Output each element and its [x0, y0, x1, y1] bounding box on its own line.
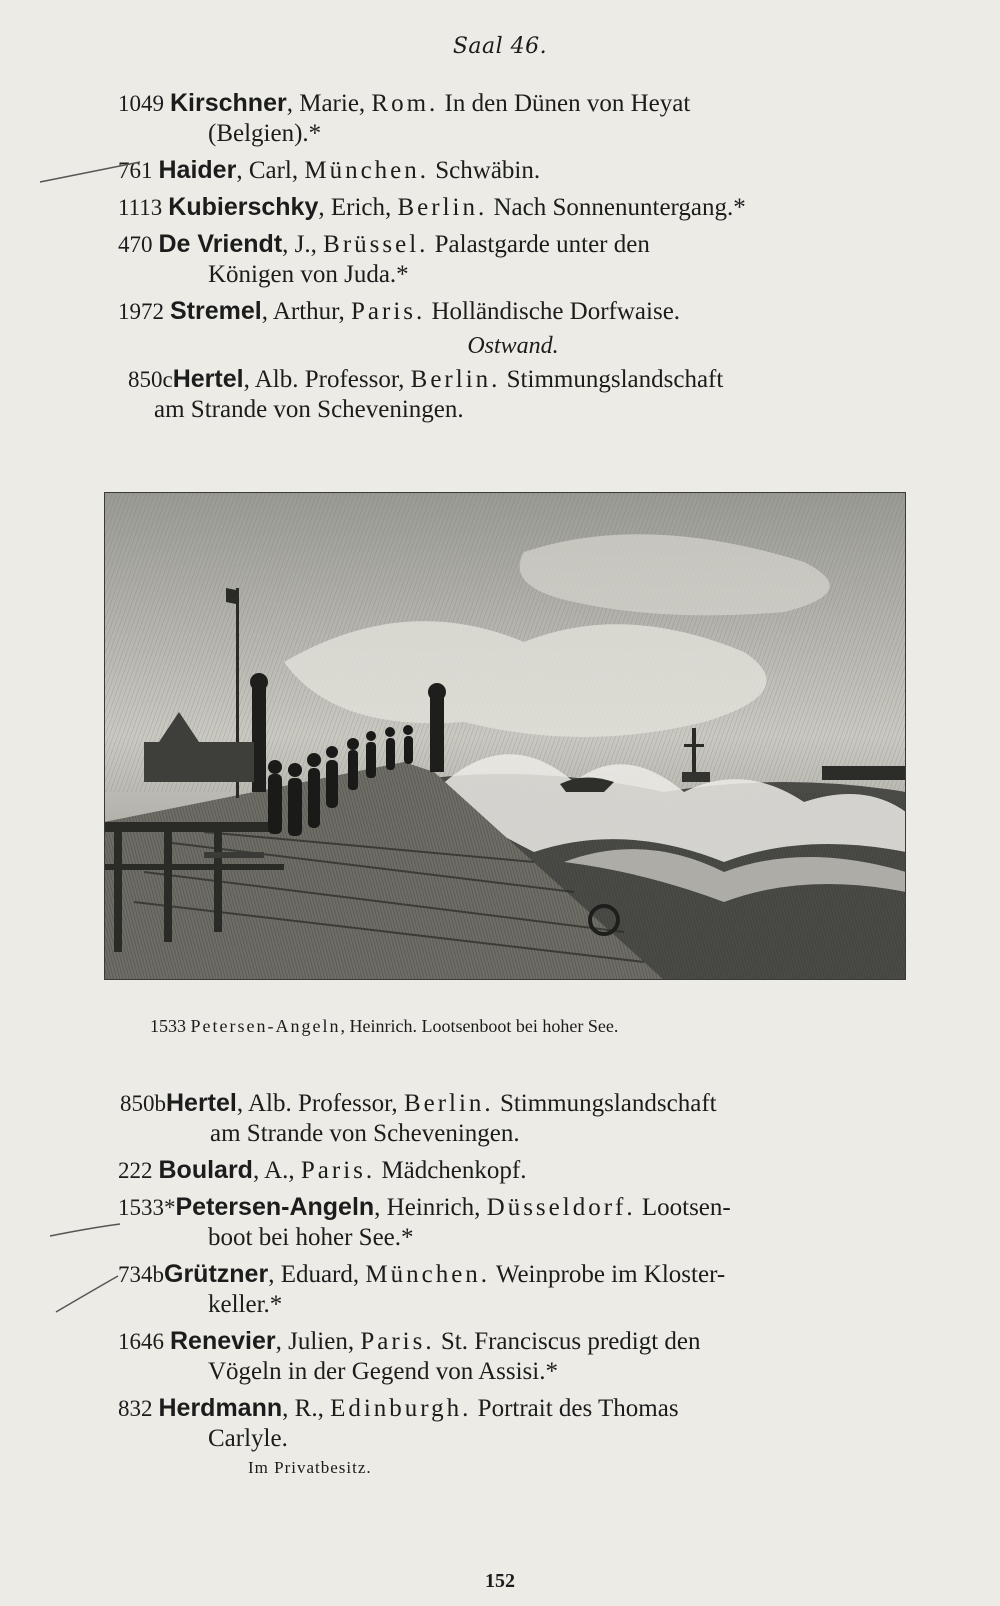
city: München.: [304, 157, 430, 184]
artwork-title: Portrait des Thomas: [471, 1395, 679, 1422]
artwork-title: Palastgarde unter den: [428, 231, 650, 258]
artist-name: Herdmann: [158, 1394, 283, 1422]
artwork-title: Nach Sonnenuntergang.*: [487, 194, 746, 221]
ownership-note: Im Privatbesitz.: [248, 1458, 372, 1477]
entries-top: [118, 88, 908, 431]
catalog-entry: 1113 Kubierschky, Erich, Berlin. Nach Sonnenuntergang.*: [118, 193, 746, 221]
catalog-entry: 1972 Stremel, Arthur, Paris. Holländische Dorfwaise.: [118, 297, 681, 325]
catalog-entry: 850cHertel, Alb. Professor, Berlin. Stimmungslandschaft am Strande von Scheveningen.: [128, 365, 724, 423]
city: Berlin.: [410, 366, 501, 393]
artist-name: Haider: [158, 156, 237, 184]
catalog-entry: 1533*Petersen-Angeln, Heinrich, Düsseldorf. Lootsen- boot bei hoher See.*: [118, 1193, 731, 1251]
entries-bottom: [118, 1088, 908, 1478]
artwork-title: Lootsen-: [635, 1194, 731, 1221]
artist-name: Hertel: [172, 365, 244, 393]
artwork-title: Schwäbin.: [429, 157, 541, 184]
city: Brüssel.: [323, 231, 429, 258]
catalog-entry: 1646 Renevier, Julien, Paris. St. Franciscus predigt den Vögeln in der Gegend von Assisi.*: [118, 1327, 701, 1385]
city: Paris.: [360, 1328, 435, 1355]
catalog-entry: 222 Boulard, A., Paris. Mädchenkopf.: [118, 1156, 527, 1184]
city: Edinburgh.: [330, 1395, 472, 1422]
seascape-engraving-icon: [104, 492, 906, 980]
city: Berlin.: [403, 1090, 494, 1117]
running-head: Saal 46.: [452, 34, 548, 59]
artwork-title: Mädchenkopf.: [375, 1157, 527, 1184]
page-number: 152: [485, 1570, 515, 1592]
catalog-entry: 470 De Vriendt, J., Brüssel. Palastgarde unter den Königen von Juda.*: [118, 230, 650, 288]
city: Berlin.: [397, 194, 488, 221]
artist-name: Petersen-Angeln: [175, 1193, 375, 1221]
catalog-entry: 850bHertel, Alb. Professor, Berlin. Stimmungslandschaft am Strande von Scheveningen.: [120, 1089, 717, 1147]
artwork-title: Stimmungslandschaft: [493, 1090, 717, 1117]
artist-name: Hertel: [166, 1089, 237, 1117]
city: Düsseldorf.: [486, 1194, 636, 1221]
artist-name: Kirschner: [170, 89, 287, 117]
artist-name: Boulard: [158, 1156, 253, 1184]
artist-name: Grützner: [164, 1260, 269, 1288]
catalog-entry: 1049 Kirschner, Marie, Rom. In den Dünen von Heyat (Belgien).*: [118, 89, 691, 147]
catalog-entry: 832 Herdmann, R., Edinburgh. Portrait des Thomas Carlyle.: [118, 1394, 679, 1452]
section-heading: Ostwand.: [467, 333, 559, 359]
artwork-title: Weinprobe im Kloster-: [490, 1261, 726, 1288]
catalog-entry: 761 Haider, Carl, München. Schwäbin.: [118, 156, 541, 184]
city: Paris.: [351, 298, 426, 325]
catalog-entry: 734bGrützner, Eduard, München. Weinprobe im Kloster- keller.*: [118, 1260, 726, 1318]
artist-name: Kubierschky: [168, 193, 319, 221]
artist-name: Stremel: [170, 297, 262, 325]
artwork-title: Stimmungslandschaft: [500, 366, 724, 393]
city: Rom.: [371, 90, 439, 117]
city: München.: [365, 1261, 491, 1288]
city: Paris.: [300, 1157, 376, 1184]
illustration-caption: 1533 Petersen-Angeln, Heinrich. Lootsenboot bei hoher See.: [150, 1016, 619, 1036]
artist-name: Renevier: [170, 1327, 276, 1355]
artwork-title: In den Dünen von Heyat: [438, 90, 691, 117]
artwork-title: St. Franciscus predigt den: [434, 1328, 701, 1355]
artwork-title: Holländische Dorfwaise.: [425, 298, 681, 325]
artist-name: De Vriendt: [158, 230, 283, 258]
